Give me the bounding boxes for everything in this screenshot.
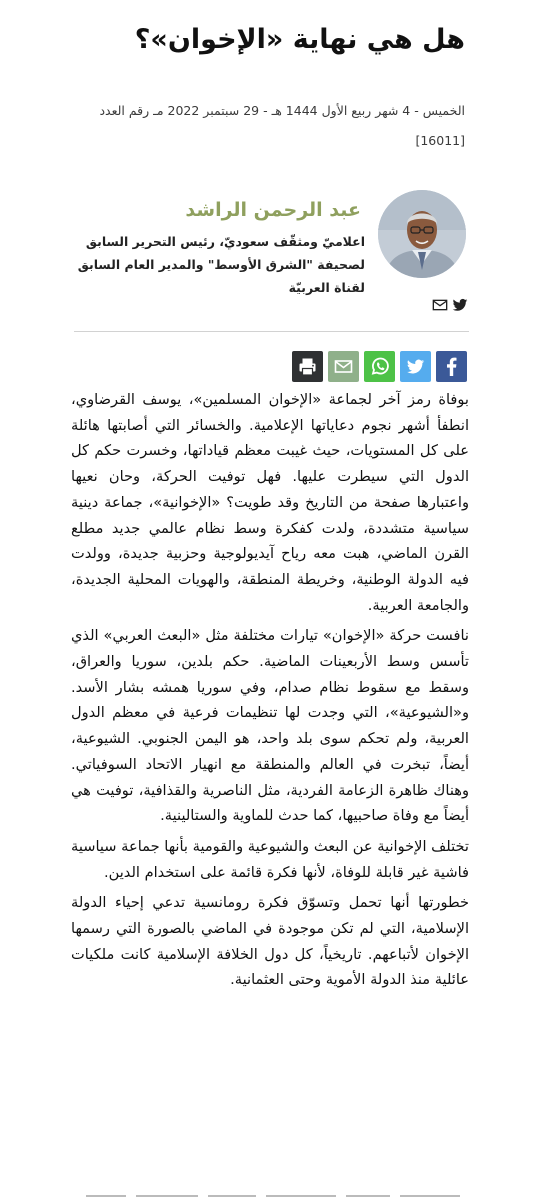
whatsapp-share-button[interactable] [364, 351, 395, 382]
mail-icon[interactable] [432, 297, 448, 313]
twitter-icon[interactable] [452, 297, 468, 313]
author-bio: اعلاميّ ومثقّف سعوديّ، رئيس التحرير السابق لصحيفة "الشرق الأوسط" والمدير العام السابق لقناة العربيّة [77, 234, 365, 295]
truncated-text-line [70, 1187, 470, 1197]
print-share-button[interactable] [292, 351, 323, 382]
article-dateline: الخميس - 4 شهر ربيع الأول 1444 هـ - 29 سبتمبر 2022 مـ رقم العدد [16011] [99, 103, 465, 148]
mail-icon [328, 351, 359, 382]
twitter-share-button[interactable] [400, 351, 431, 382]
facebook-icon [436, 351, 467, 382]
print-icon [292, 351, 323, 382]
whatsapp-icon [364, 351, 395, 382]
article-paragraph: خطورتها أنها تحمل وتسوّق فكرة رومانسية تدعي إحياء الدولة الإسلامية، التي لم تكن موجودة في الماضي بالصورة التي رسمها الإخوان لأتباعهم. تاريخياً، كل دول الخلافة الإسلامية كانت ملكيات عائلية منذ الدولة الأموية وحتى العثمانية. [71, 894, 469, 989]
article-paragraph: نافست حركة «الإخوان» تيارات مختلفة مثل «البعث العربي» الذي تأسس وسط الأربعينات الماضية. حكم بلدين، سوريا والعراق، وسقط مع سقوط نظام صدام، وفي سوريا همشه بشار الأسد. و«الشيوعية»، التي وجدت لها تنظيمات فرعية في معظم الدول العربية، ولم تحكم سوى بلد واحد، هو اليمن الجنوبي. الشيوعية، أيضاً، تبخرت في العالم والمنطقة مع انهيار الاتحاد السوفياتي. وهناك ظاهرة الزعامة الفردية، مثل الناصرية والقذافية، توفيت هي أيضاً مع وفاة صاحبيها، كما حدث للماوية والستالينية. [71, 627, 469, 825]
author-portrait-image [378, 190, 466, 278]
share-bar [289, 351, 467, 385]
article-title: هل هي نهاية «الإخوان»؟ [134, 24, 465, 55]
email-share-button[interactable] [328, 351, 359, 382]
article-paragraph: بوفاة رمز آخر لجماعة «الإخوان المسلمين»، يوسف القرضاوي، انطفأ أشهر نجوم دعاياتها الإعلامية. والخسائر التي أصابتها هائلة على كل المستويات، حيث غيبت معظم قياداتها، وخسرت حكم كل الدول التي سيطرت عليها. فهل توفيت الحركة، وحان نعيها واعتبارها صفحة من التاريخ وقد طويت؟ «الإخوانية»، جماعة دينية سياسية متشددة، ولدت كفكرة وسط نظام عالمي جديد مطلع القرن الماضي، هبت معه رياح آيديولوجية وحزبية جديدة، وولدت فيه الدولة الوطنية، وخريطة المنطقة، والهويات المحلية الجديدة، والجامعة العربية. [71, 391, 469, 614]
author-social-links [432, 297, 468, 319]
author-name[interactable]: عبد الرحمن الراشد [185, 199, 361, 221]
author-divider [74, 331, 469, 332]
article-body [71, 387, 469, 998]
facebook-share-button[interactable] [436, 351, 467, 382]
author-avatar[interactable] [378, 190, 466, 278]
twitter-icon [400, 351, 431, 382]
article-paragraph: تختلف الإخوانية عن البعث والشيوعية والقومية بأنها جماعة سياسية فاشية غير قابلة للوفاة، لأنها فكرة قائمة على استخدام الدين. [71, 837, 469, 881]
